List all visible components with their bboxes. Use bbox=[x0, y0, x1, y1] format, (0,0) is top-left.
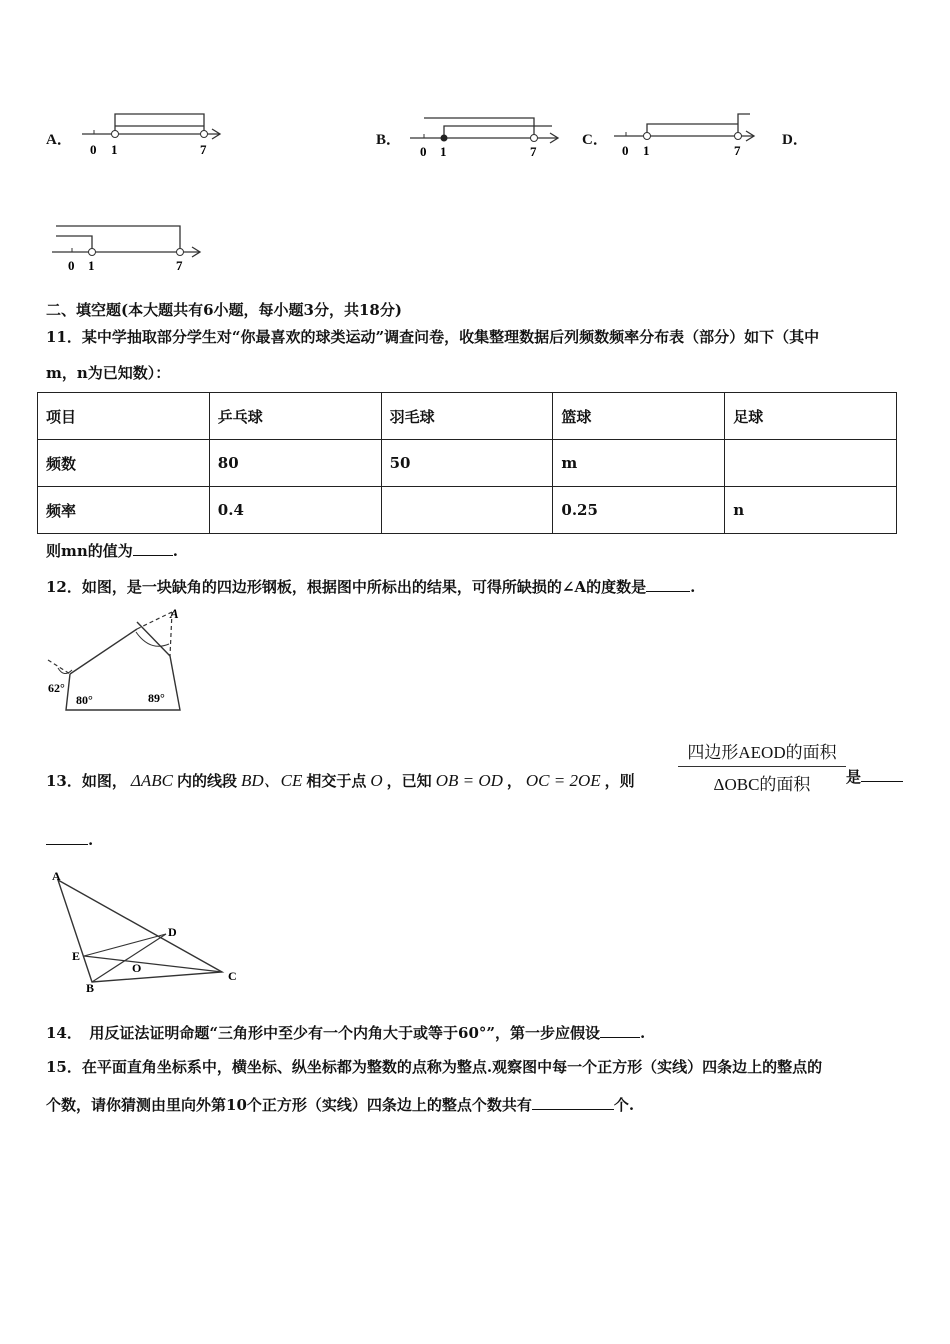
q12-text-line bbox=[46, 576, 695, 597]
vertex-a-label: A bbox=[170, 606, 179, 621]
option-c-number-line bbox=[612, 108, 762, 160]
label-d: D bbox=[168, 925, 177, 939]
table-cell: 频数 bbox=[38, 440, 210, 487]
section-heading: 二、填空题(本大题共有6小题，每小题3分，共18分) bbox=[46, 301, 402, 319]
table-cell: 羽毛球 bbox=[381, 393, 553, 440]
q12-end: . bbox=[690, 578, 696, 596]
q13-text-2: 相交于点 bbox=[306, 772, 367, 790]
option-d-number-line bbox=[50, 218, 210, 274]
q14-text-line bbox=[46, 1022, 645, 1043]
fraction-bar bbox=[678, 766, 846, 767]
option-a-label: A． bbox=[46, 132, 72, 148]
label-o: O bbox=[132, 961, 142, 975]
answer-blank[interactable] bbox=[600, 1023, 640, 1038]
table-cell: 篮球 bbox=[553, 393, 725, 440]
tick-7: 7 bbox=[200, 142, 207, 157]
q15-text: 个数，请你猜测由里向外第10个正方形（实线）四条边上的整点个数共有 bbox=[46, 1096, 532, 1114]
answer-blank[interactable] bbox=[861, 767, 903, 782]
table-cell: 0.4 bbox=[209, 487, 381, 534]
tick-7: 7 bbox=[530, 144, 537, 159]
table-cell: 乒乓球 bbox=[209, 393, 381, 440]
tick-1: 1 bbox=[88, 258, 95, 273]
tick-0: 0 bbox=[622, 143, 629, 158]
q11-answer-text: 则mn的值为 bbox=[46, 542, 133, 560]
table-row bbox=[38, 440, 897, 487]
q12-text: 12．如图，是一块缺角的四边形钢板，根据图中所标出的结果，可得所缺损的∠A的度数是 bbox=[46, 578, 647, 596]
answer-blank[interactable] bbox=[532, 1095, 614, 1110]
answer-blank[interactable] bbox=[133, 541, 173, 556]
q13-text-end bbox=[846, 766, 903, 787]
q13-text-1: 内的线段 bbox=[176, 772, 237, 790]
table-cell: 项目 bbox=[38, 393, 210, 440]
q11-answer-end: . bbox=[172, 542, 179, 560]
table-row bbox=[38, 487, 897, 534]
table-cell: 50 bbox=[381, 440, 553, 487]
table-cell: m bbox=[553, 440, 725, 487]
q13-segments: BD、CE bbox=[240, 771, 303, 790]
label-b: B bbox=[86, 981, 95, 995]
table-cell: 频率 bbox=[38, 487, 210, 534]
q13-area-fraction bbox=[678, 738, 846, 795]
q11-text-line2: m，n为已知数）： bbox=[46, 364, 171, 382]
q13-text-3: ，已知 bbox=[386, 772, 432, 790]
label-e: E bbox=[72, 949, 81, 963]
q13-separator: ， bbox=[506, 772, 522, 790]
q13-text-5: 是 bbox=[846, 768, 862, 786]
q13-blank-line bbox=[46, 830, 93, 849]
tick-1: 1 bbox=[111, 142, 118, 157]
q13-text-4: ，则 bbox=[604, 772, 635, 790]
q13-point: O bbox=[370, 771, 383, 790]
answer-blank[interactable] bbox=[646, 577, 690, 592]
option-b-number-line bbox=[408, 108, 568, 160]
q13-triangle: ΔABC bbox=[130, 771, 173, 790]
q11-answer-line bbox=[46, 540, 178, 561]
option-a-number-line bbox=[80, 108, 230, 160]
tick-7: 7 bbox=[176, 258, 183, 273]
answer-blank[interactable] bbox=[46, 830, 88, 845]
option-b-label: B． bbox=[376, 132, 402, 148]
q13-prefix: 13．如图， bbox=[46, 772, 127, 790]
q13-triangle-figure bbox=[44, 866, 254, 998]
q13-end: . bbox=[88, 831, 94, 849]
table-cell bbox=[381, 487, 553, 534]
angle-89-label: 89° bbox=[148, 691, 165, 705]
q12-quadrilateral-figure bbox=[44, 604, 194, 722]
q13-condition-1: OB = OD bbox=[435, 771, 503, 790]
label-a: A bbox=[52, 869, 61, 883]
angle-80-label: 80° bbox=[76, 693, 93, 707]
q15-text-line1: 15．在平面直角坐标系中，横坐标、纵坐标都为整数的点称为整点.观察图中每一个正方形（实线）四条边上的整点的 bbox=[46, 1058, 823, 1076]
table-cell: 80 bbox=[209, 440, 381, 487]
tick-1: 1 bbox=[643, 143, 650, 158]
q15-text-line2 bbox=[46, 1094, 634, 1115]
fraction-denominator: ΔOBC的面积 bbox=[713, 775, 811, 794]
fraction-numerator: 四边形AEOD的面积 bbox=[687, 743, 837, 762]
q15-end: 个. bbox=[613, 1096, 635, 1114]
tick-1: 1 bbox=[440, 144, 447, 159]
angle-62-label: 62° bbox=[48, 681, 65, 695]
tick-0: 0 bbox=[420, 144, 427, 159]
frequency-table bbox=[37, 392, 897, 534]
option-d-label: D． bbox=[782, 132, 808, 148]
table-cell: n bbox=[725, 487, 897, 534]
option-c-label: C． bbox=[582, 132, 608, 148]
q13-text-line bbox=[46, 766, 635, 791]
label-c: C bbox=[228, 969, 237, 983]
q14-text: 14． 用反证法证明命题“三角形中至少有一个内角大于或等于60°”，第一步应假设 bbox=[46, 1024, 601, 1042]
tick-0: 0 bbox=[90, 142, 97, 157]
table-cell: 足球 bbox=[725, 393, 897, 440]
q13-condition-2: OC = 2OE bbox=[525, 771, 601, 790]
tick-7: 7 bbox=[734, 143, 741, 158]
tick-0: 0 bbox=[68, 258, 75, 273]
q14-end: . bbox=[640, 1024, 646, 1042]
table-cell bbox=[725, 440, 897, 487]
table-cell: 0.25 bbox=[553, 487, 725, 534]
q11-text-line1: 11．某中学抽取部分学生对“你最喜欢的球类运动”调查问卷，收集整理数据后列频数频率分布表（部分）如下（其中 bbox=[46, 328, 820, 346]
table-header-row bbox=[38, 393, 897, 440]
